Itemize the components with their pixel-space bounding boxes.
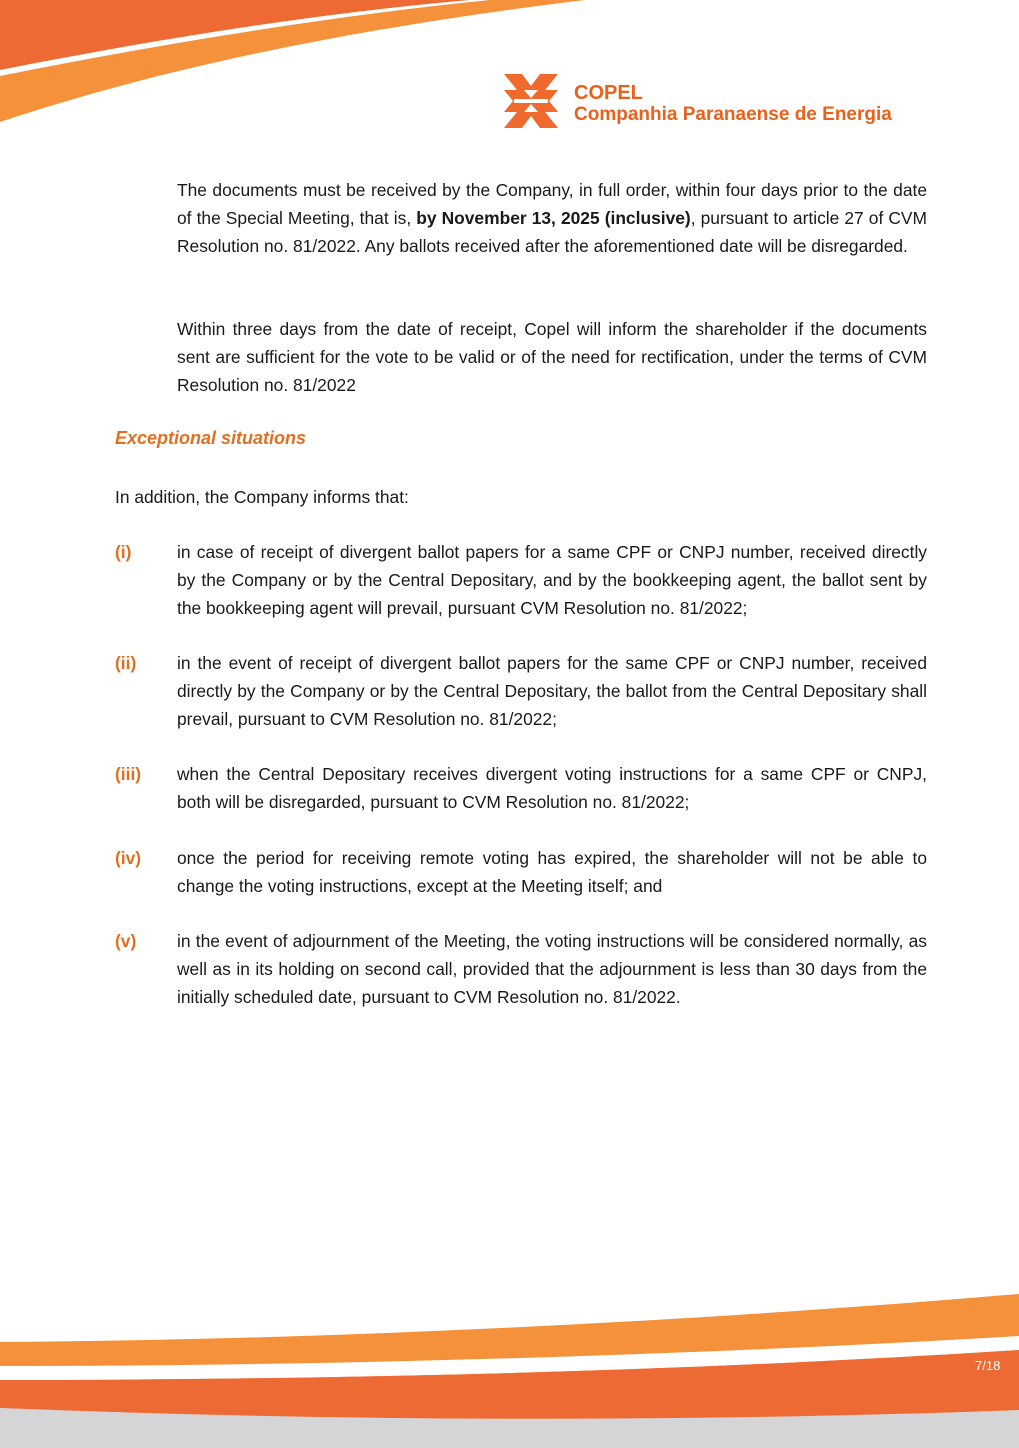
documents-deadline-paragraph [177, 177, 927, 260]
list-item-text: in case of receipt of divergent ballot papers for a same CPF or CNPJ number, received directly by the Company or by the Central Depositary, and by the bookkeeping agent, the ballot sent by the bookkeeping agent will prevail, pursuant CVM Resolution no. 81/2022; [177, 542, 927, 618]
list-item-text: when the Central Depositary receives divergent voting instructions for a same CPF or CNPJ, both will be disregarded, pursuant to CVM Resolution no. 81/2022; [177, 764, 927, 812]
section-heading: Exceptional situations [115, 428, 307, 448]
list-item-text: in the event of receipt of divergent ballot papers for the same CPF or CNPJ number, received directly by the Company or by the Central Depositary, the ballot from the Central Depositary shall prevail, pursuant to CVM Resolution no. 81/2022; [177, 653, 927, 729]
bottom-decorative-swoosh [0, 1280, 1019, 1448]
intro-paragraph: In addition, the Company informs that: [115, 487, 409, 507]
logo-company-subtitle: Companhia Paranaense de Energia [574, 104, 892, 125]
list-item-text: once the period for receiving remote voting has expired, the shareholder will not be able to change the voting instructions, except at the Meeting itself; and [177, 848, 927, 896]
list-item-label: (iii) [115, 764, 142, 784]
list-item-text: in the event of adjournment of the Meeting, the voting instructions will be considered normally, as well as in its holding on second call, provided that the adjournment is less than 30 days from the initially scheduled date, pursuant to CVM Resolution no. 81/2022. [177, 931, 927, 1007]
list-item-label: (v) [115, 931, 137, 951]
receipt-notice-paragraph: Within three days from the date of receipt, Copel will inform the shareholder if the documents sent are sufficient for the vote to be valid or of the need for rectification, under the terms of CVM Resolution no. 81/2022 [177, 319, 927, 395]
deadline-date-bold: by November 13, 2025 (inclusive) [416, 207, 691, 228]
copel-logo [502, 72, 930, 130]
list-item-label: (i) [115, 542, 132, 562]
list-item-label: (iv) [115, 848, 142, 868]
copel-logo-mark-icon [502, 72, 560, 130]
para1-text-start: The documents must be received by the Company, in full order, within four days prior to the date of the Special Meeting, that is, [177, 180, 927, 228]
page-number: 7/18 [975, 1358, 1001, 1373]
para1-text-end: , pursuant to article 27 of CVM Resolution no. 81/2022. Any ballots received after the aforementioned date will be disregarded. [177, 207, 927, 256]
list-item-label: (ii) [115, 653, 137, 673]
logo-company-name: COPEL [574, 82, 643, 104]
